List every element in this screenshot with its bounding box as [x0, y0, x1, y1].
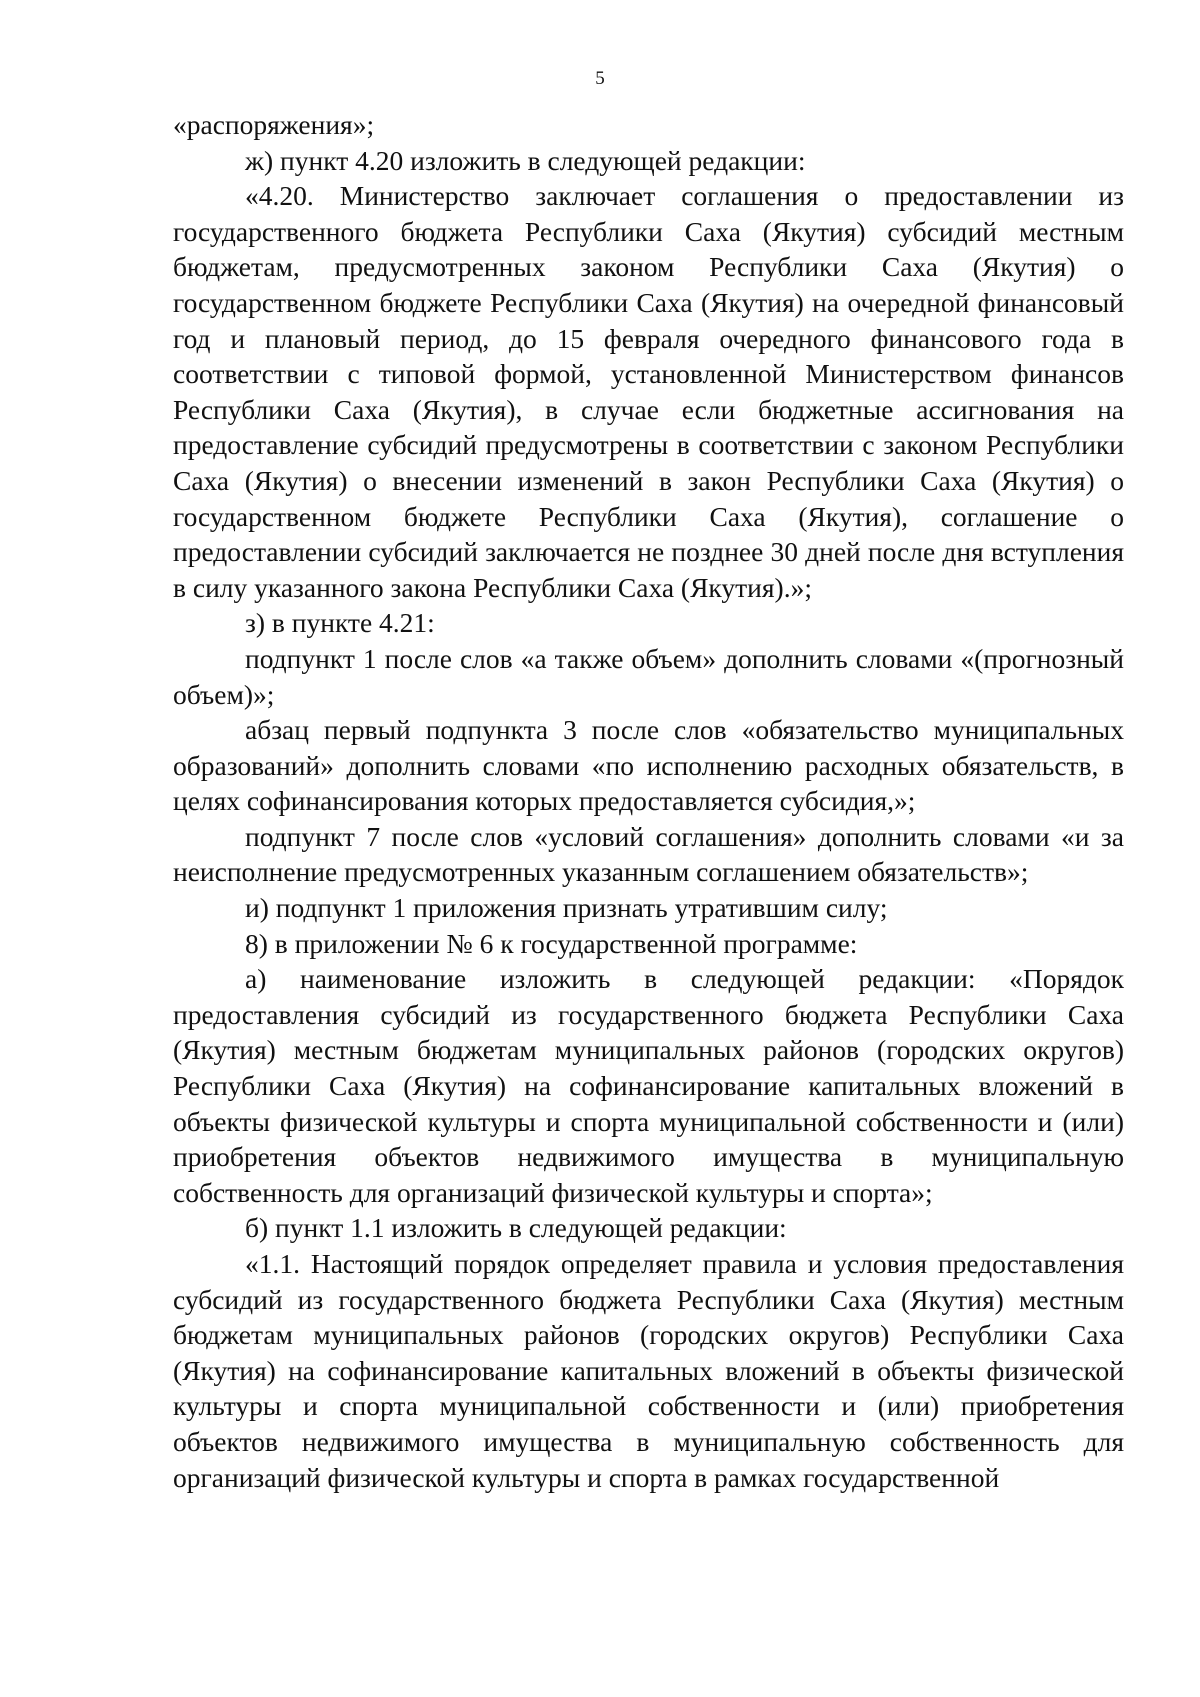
paragraph: абзац первый подпункта 3 после слов «обязательство муниципальных образований» дополнить словами «по исполнению расходных обязательств, в целях софинансирования которых предоставляется субсидия,»;: [173, 714, 1124, 817]
paragraph: подпункт 7 после слов «условий соглашения» дополнить словами «и за неисполнение предусмотренных указанным соглашением обязательств»;: [173, 820, 1124, 888]
page-number: 5: [595, 68, 605, 89]
paragraph: б) пункт 1.1 изложить в следующей редакции:: [245, 1212, 787, 1244]
paragraph: «4.20. Министерство заключает соглашения о предоставлении из государственного бюджета Республики Саха (Якутия) субсидий местным бюджетам, предусмотренных законом Республики Саха (Якутия) о государственном бюджете Республики Саха (Якутия) на очередной финансовый год и плановый период, до 15 февраля очередного финансового года в соответствии с типовой формой, установленной Министерством финансов Республики Саха (Якутия), в случае если бюджетные ассигнования на предоставление субсидий предусмотрены в соответствии с законом Республики Саха (Якутия) о внесении изменений в закон Республики Саха (Якутия) о государственном бюджете Республики Саха (Якутия), соглашение о предоставлении субсидий заключается не позднее 30 дней после дня вступления в силу указанного закона Республики Саха (Якутия).»;: [173, 180, 1124, 603]
paragraph: 8) в приложении № 6 к государственной программе:: [245, 927, 858, 959]
paragraph: з) в пункте 4.21:: [245, 607, 435, 639]
paragraph: подпункт 1 после слов «а также объем» дополнить словами «(прогнозный объем)»;: [173, 642, 1124, 710]
paragraph: ж) пункт 4.20 изложить в следующей редакции:: [245, 144, 806, 176]
paragraph: и) подпункт 1 приложения признать утратившим силу;: [245, 892, 888, 924]
paragraph: а) наименование изложить в следующей редакции: «Порядок предоставления субсидий из государственного бюджета Республики Саха (Якутия) местным бюджетам муниципальных районов (городских округов) Республики Саха (Якутия) на софинансирование капитальных вложений в объекты физической культуры и спорта муниципальной собственности и (или) приобретения объектов недвижимого имущества в муниципальную собственность для организаций физической культуры и спорта»;: [173, 963, 1124, 1208]
document-body: [173, 107, 1124, 1495]
paragraph: «1.1. Настоящий порядок определяет правила и условия предоставления субсидий из государственного бюджета Республики Саха (Якутия) местным бюджетам муниципальных районов (городских округов) Республики Саха (Якутия) на софинансирование капитальных вложений в объекты физической культуры и спорта муниципальной собственности и (или) приобретения объектов недвижимого имущества в муниципальную собственность для организаций физической культуры и спорта в рамках государственной: [173, 1248, 1124, 1493]
paragraph: «распоряжения»;: [173, 109, 375, 140]
